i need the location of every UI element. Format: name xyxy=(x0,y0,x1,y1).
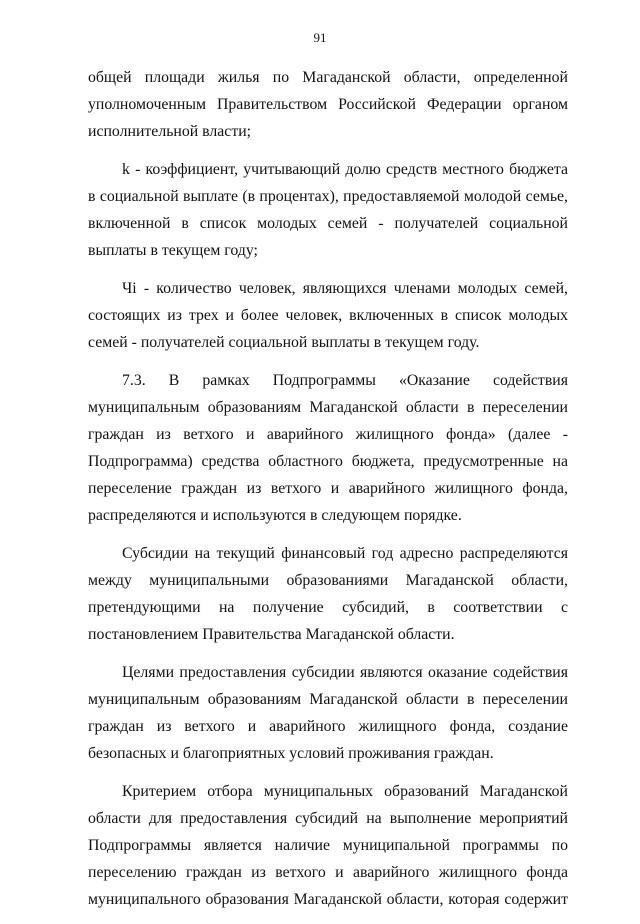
paragraph: Целями предоставления субсидии являются оказание содействия муниципальным образованиям Магаданской области в переселении граждан из ветхого и аварийного жилищного фонда, создание безопасных и благоприятных условий проживания граждан. xyxy=(88,664,568,762)
document-body xyxy=(88,64,568,924)
page-number: 91 xyxy=(313,30,327,45)
paragraph: k - коэффициент, учитывающий долю средств местного бюджета в социальной выплате (в процентах), предоставляемой молодой семье, включенной в список молодых семей - получателей социальной выплаты в текущем году; xyxy=(88,161,568,259)
paragraph: Чi - количество человек, являющихся членами молодых семей, состоящих из трех и более человек, включенных в список молодых семей - получателей социальной выплаты в текущем году. xyxy=(88,280,568,351)
paragraph: Критерием отбора муниципальных образований Магаданской области для предоставления субсидий на выполнение мероприятий Подпрограммы является наличие муниципальной программы по переселению граждан из ветхого и аварийного жилищного фонда муниципального образования Магаданской области, которая содержит xyxy=(88,783,568,908)
paragraph: общей площади жилья по Магаданской области, определенной уполномоченным Правительством Российской Федерации органом исполнительной власти; xyxy=(88,69,568,140)
paragraph: 7.3. В рамках Подпрограммы «Оказание содействия муниципальным образованиям Магаданской области в переселении граждан из ветхого и аварийного жилищного фонда» (далее - Подпрограмма) средства областного бюджета, предусмотренные на переселение граждан из ветхого и аварийного жилищного фонда, распределяются и используются в следующем порядке. xyxy=(88,372,568,524)
paragraph: Субсидии на текущий финансовый год адресно распределяются между муниципальными образованиями Магаданской области, претендующими на получение субсидий, в соответствии с постановлением Правительства Магаданской области. xyxy=(88,545,568,643)
